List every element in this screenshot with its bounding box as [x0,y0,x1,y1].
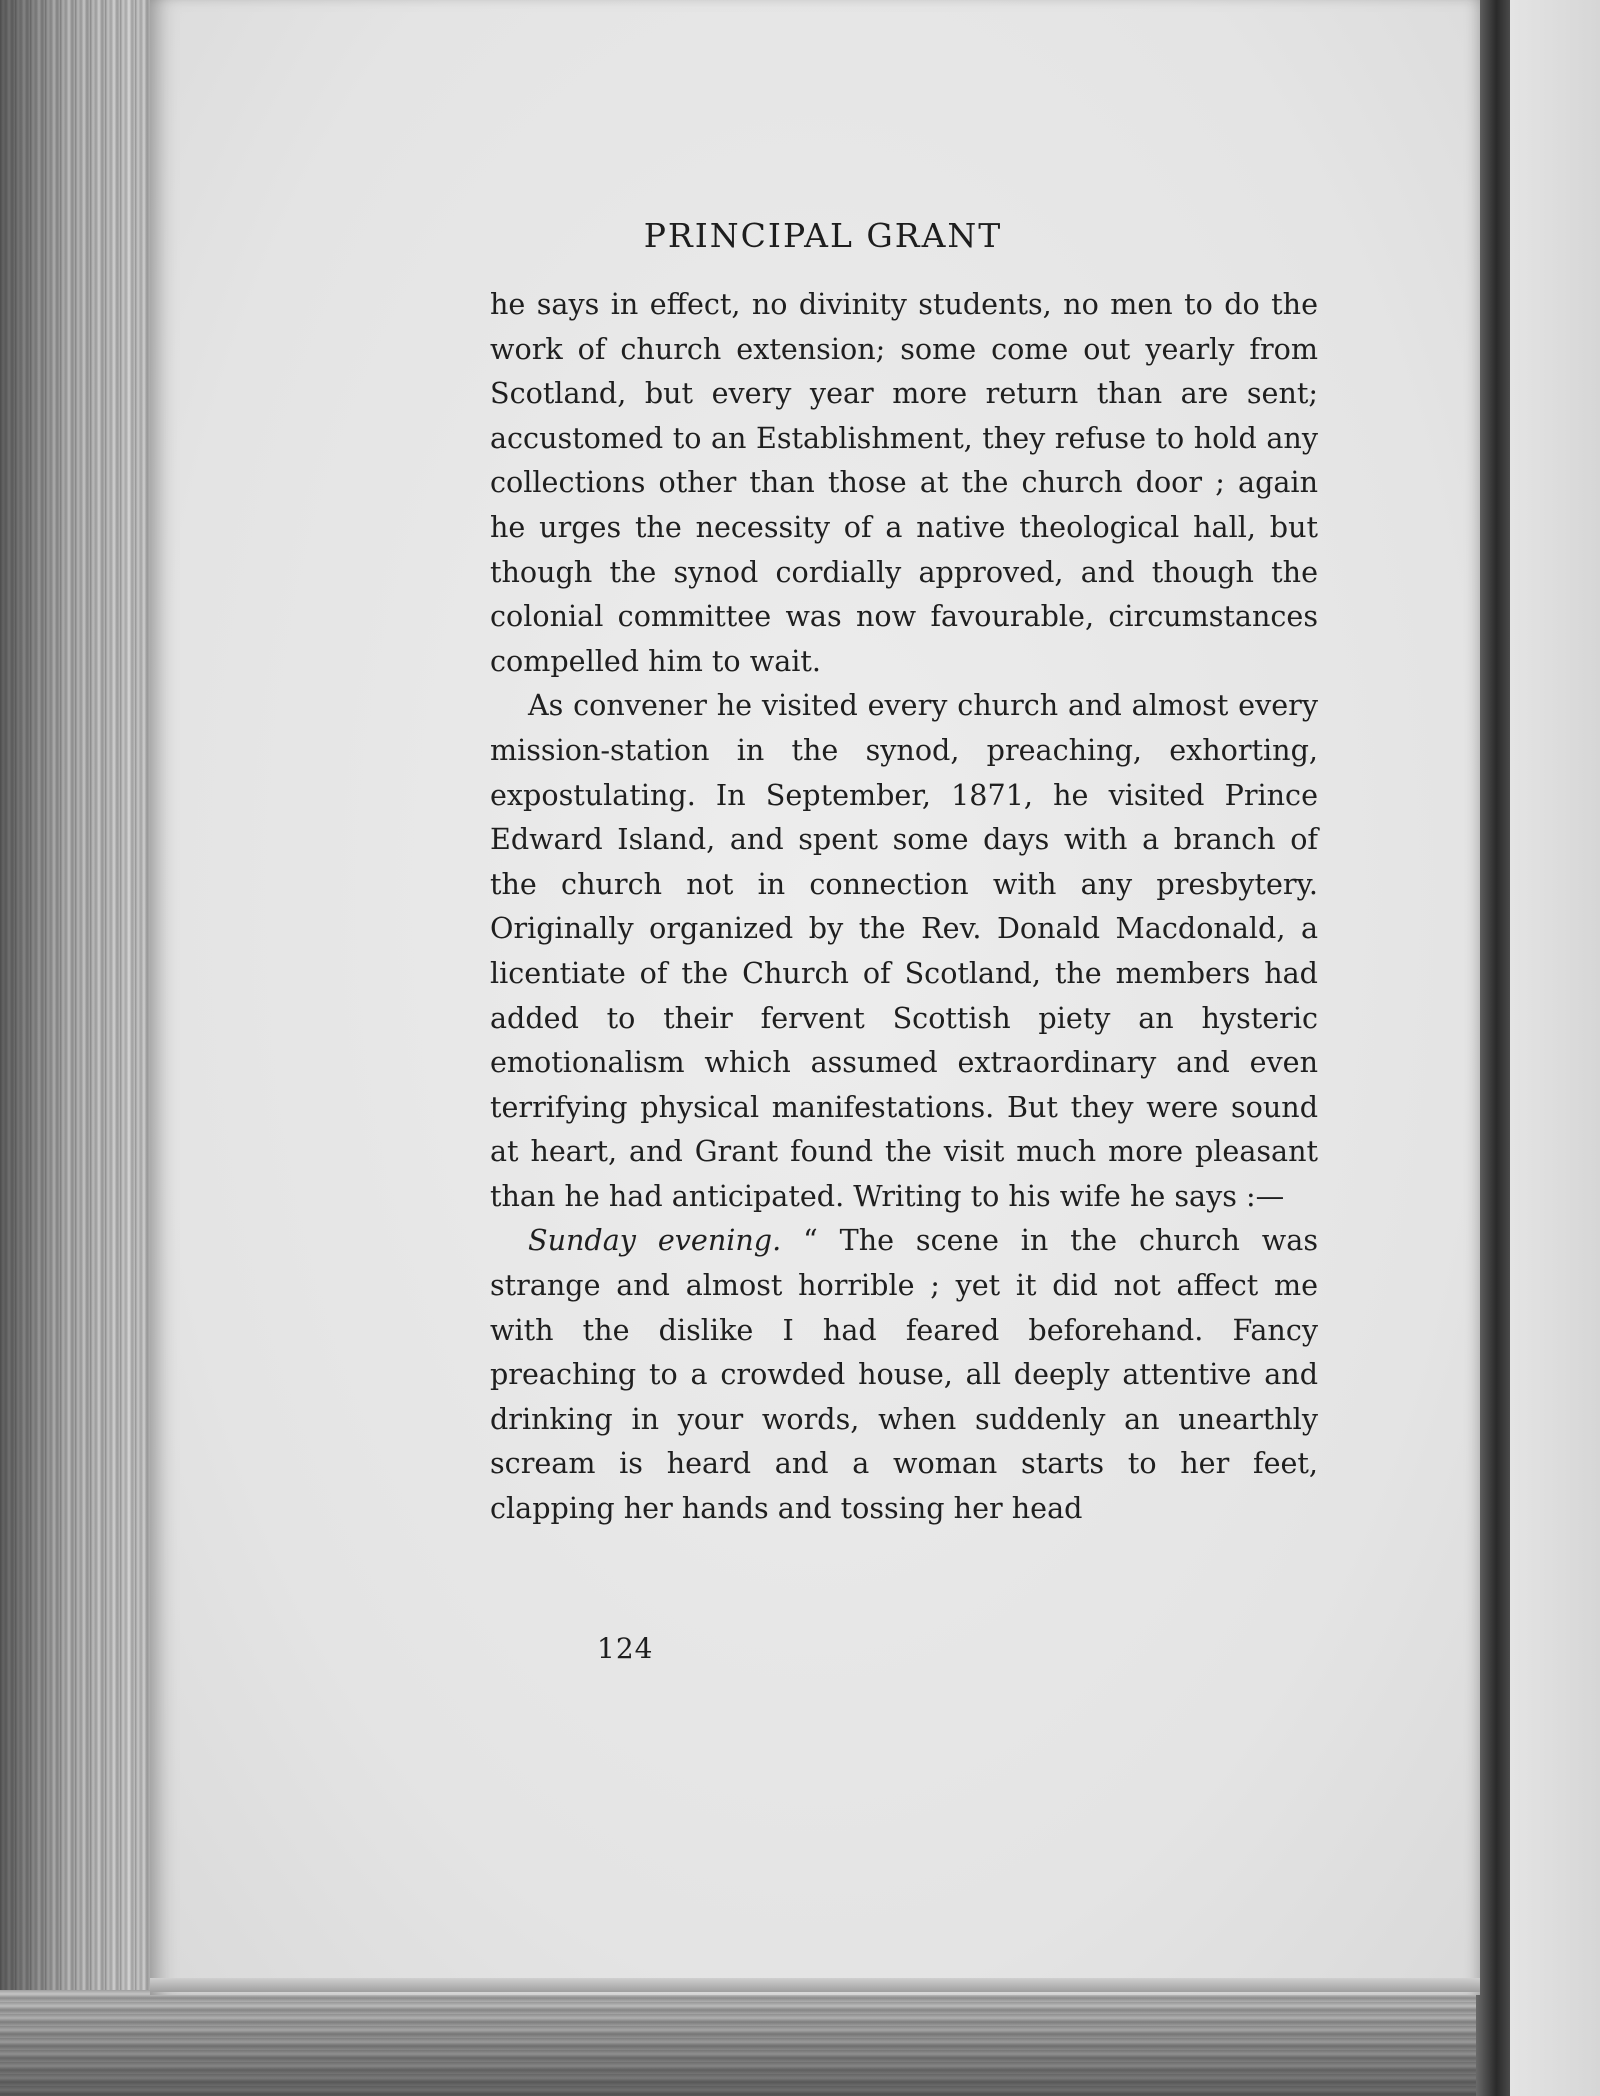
adjacent-page [1510,0,1600,2096]
paragraph-3 [490,1218,1318,1530]
page-number: 124 [597,1632,654,1665]
body-text [490,282,1318,1531]
book-gutter [1476,0,1510,2096]
paragraph-1: he says in effect, no divinity students, no men to do the work of church extension; some come out yearly from Scotland, but every year more return than are sent; accustomed to an Establishment, they refuse to hold any collections other than those at the church door ; again he urges the necessity of a native theological hall, but though the synod cordially approved, and though the colonial committee was now favourable, circumstances compelled him to wait. [490,287,1318,678]
book-bottom-edges [0,1990,1600,2096]
page-bottom-edge [150,1978,1480,1992]
book-page [150,0,1480,1995]
paragraph-2: As convener he visited every church and almost every mission-station in the synod, preaching, exhorting, expostulating. In September, 1871, he visited Prince Edward Island, and spent some days with a branch of the church not in connection with any presbytery. Originally organized by the Rev. Donald Macdonald, a licentiate of the Church of Scotland, the members had added to their fervent Scottish piety an hysteric emotionalism which assumed extraordinary and even terrifying physical manifestations. But they were sound at heart, and Grant found the visit much more pleasant than he had anticipated. Writing to his wife he says :— [490,688,1318,1213]
running-head: PRINCIPAL GRANT [643,216,1003,255]
italic-lead: Sunday evening. [528,1223,782,1258]
paragraph-3-text: “ The scene in the church was strange and almost horrible ; yet it did not affect me with the dislike I had feared beforehand. Fancy preaching to a crowded house, all deeply attentive and drinking in your words, when suddenly an unearthly scream is heard and a woman starts to her feet, clapping her hands and tossing her head [490,1223,1318,1526]
